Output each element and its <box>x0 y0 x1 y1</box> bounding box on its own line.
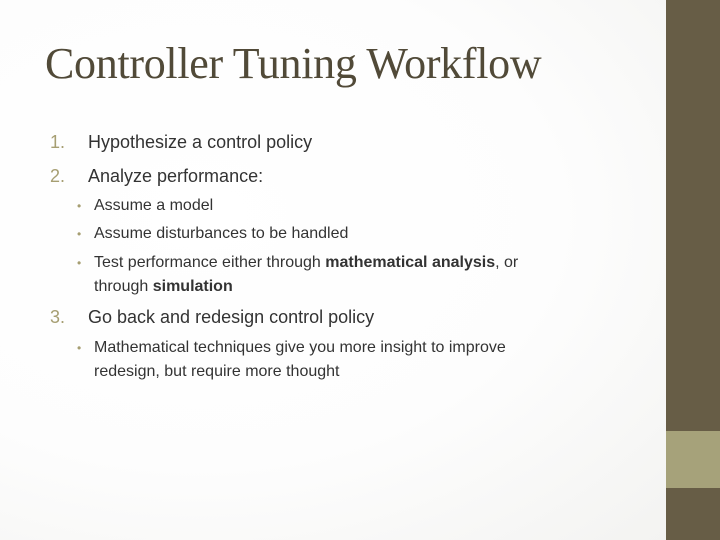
text-run: , or <box>495 254 519 271</box>
text-run: Test performance either through <box>94 254 326 271</box>
numbered-item-1 <box>50 132 312 153</box>
numbered-item-3 <box>50 307 374 328</box>
sidebar-accent-block <box>666 431 720 488</box>
bold-text-simulation: simulation <box>152 278 233 295</box>
bullet-text-line-1 <box>94 251 518 275</box>
bullet-text-line-2 <box>94 275 233 299</box>
bullet-icon: • <box>77 341 82 355</box>
text-run: through <box>94 278 153 295</box>
item-text: Hypothesize a control policy <box>88 132 313 152</box>
item-number: 2. <box>50 166 66 186</box>
item-number: 3. <box>50 307 66 327</box>
bullet-text: Assume disturbances to be handled <box>94 225 349 242</box>
bullet-text: Assume a model <box>94 197 214 214</box>
bullet-text-line-2: redesign, but require more thought <box>94 363 340 380</box>
item-text: Analyze performance: <box>88 166 264 186</box>
sidebar-dark-bottom <box>666 488 720 540</box>
bullet-icon: • <box>77 199 82 213</box>
bold-text-mathematical-analysis: mathematical analysis <box>325 254 496 271</box>
bullet-icon: • <box>77 227 82 241</box>
bullet-icon: • <box>77 256 82 270</box>
slide-title: Controller Tuning Workflow <box>45 39 542 88</box>
item-number: 1. <box>50 132 66 152</box>
bullet-text-line-1: Mathematical techniques give you more insight to improve <box>94 339 506 356</box>
sidebar-dark-top <box>666 0 720 431</box>
item-text: Go back and redesign control policy <box>88 307 375 327</box>
numbered-item-2 <box>50 166 263 187</box>
